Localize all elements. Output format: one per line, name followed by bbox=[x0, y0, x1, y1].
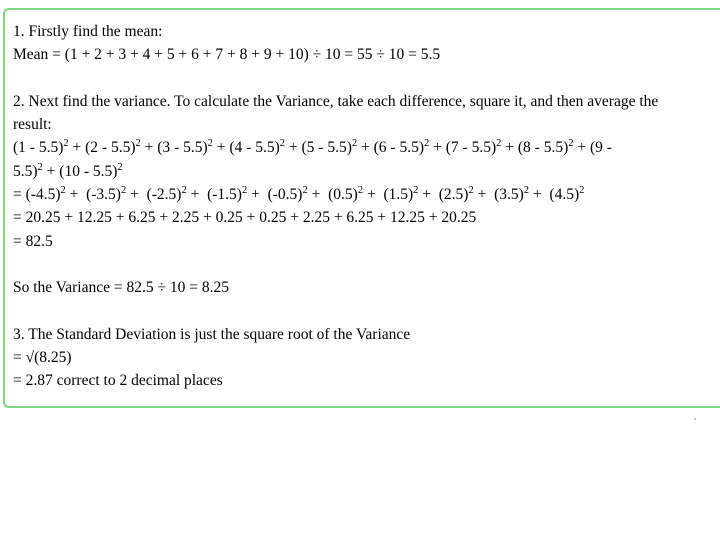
exponent: 2 bbox=[181, 185, 187, 197]
variance-intro-cont: result: bbox=[13, 116, 52, 134]
plus-sign: + bbox=[477, 186, 487, 204]
squared-term: (0.5) bbox=[328, 186, 358, 204]
diff-term: (10 - 5.5) bbox=[59, 162, 118, 180]
variance-intro: 2. Next find the variance. To calculate the Variance, take each difference, square it, and then average the bbox=[13, 92, 659, 110]
exponent: 2 bbox=[117, 161, 123, 173]
diff-term: (2 - 5.5) bbox=[85, 139, 136, 157]
difference-terms-line bbox=[13, 136, 717, 159]
decorative-dot bbox=[694, 418, 696, 420]
variance-result: So the Variance = 82.5 ÷ 10 = 8.25 bbox=[13, 279, 229, 297]
diff-term-end: 5.5) bbox=[13, 162, 38, 180]
exponent: 2 bbox=[279, 138, 285, 150]
plus-sign: + bbox=[69, 186, 79, 204]
exponent: 2 bbox=[568, 138, 574, 150]
plus-sign: + bbox=[532, 186, 542, 204]
exponent: 2 bbox=[135, 138, 141, 150]
exponent: 2 bbox=[413, 185, 419, 197]
plus-sign: + bbox=[433, 139, 442, 157]
squared-term: (-3.5) bbox=[86, 186, 121, 204]
plus-sign: + bbox=[577, 139, 587, 157]
spacer bbox=[13, 253, 717, 276]
plus-sign: + bbox=[216, 139, 226, 157]
plus-sign: + bbox=[505, 139, 514, 157]
plus-sign: + bbox=[46, 162, 56, 180]
plus-sign: + bbox=[72, 139, 82, 157]
plus-sign: + bbox=[288, 139, 298, 157]
diff-term: (6 - 5.5) bbox=[373, 139, 424, 157]
sd-formula: = √(8.25) bbox=[13, 349, 72, 367]
content-frame bbox=[3, 8, 720, 408]
squared-term: (-0.5) bbox=[267, 186, 303, 204]
spacer bbox=[13, 300, 717, 323]
squared-term: (1.5) bbox=[383, 186, 414, 204]
total-line: = 82.5 bbox=[13, 232, 53, 250]
diff-term: (7 - 5.5) bbox=[445, 139, 497, 157]
diff-term: (3 - 5.5) bbox=[157, 139, 208, 157]
plus-sign: + bbox=[422, 186, 432, 204]
exponent: 2 bbox=[496, 138, 502, 150]
diff-term: (4 - 5.5) bbox=[229, 139, 280, 157]
squared-term: (3.5) bbox=[494, 186, 524, 204]
plus-sign: + bbox=[130, 186, 139, 204]
squared-terms-line bbox=[13, 183, 717, 206]
sd-heading: 3. The Standard Deviation is just the square root of the Variance bbox=[13, 325, 411, 343]
diff-term: (1 - 5.5) bbox=[13, 139, 64, 157]
diff-term-start: (9 - bbox=[590, 139, 612, 157]
mean-formula: Mean = (1 + 2 + 3 + 4 + 5 + 6 + 7 + 8 + 9 + 10) ÷ 10 = 55 ÷ 10 = 5.5 bbox=[13, 46, 441, 64]
plus-sign: + bbox=[144, 139, 154, 157]
plus-sign: + bbox=[190, 186, 200, 204]
difference-terms-line-cont bbox=[13, 160, 717, 183]
squared-term: (-2.5) bbox=[146, 186, 182, 204]
exponent: 2 bbox=[523, 185, 530, 197]
squared-term: (4.5) bbox=[549, 186, 580, 204]
exponent: 2 bbox=[357, 185, 364, 197]
exponent: 2 bbox=[37, 161, 43, 173]
plus-sign: + bbox=[366, 186, 376, 204]
exponent: 2 bbox=[579, 185, 585, 197]
exponent: 2 bbox=[207, 138, 213, 150]
squared-term: (-1.5) bbox=[207, 186, 242, 204]
mean-heading: 1. Firstly find the mean: bbox=[13, 23, 163, 40]
plus-sign: + bbox=[361, 139, 370, 157]
exponent: 2 bbox=[468, 185, 474, 197]
exponent: 2 bbox=[63, 138, 69, 150]
squared-term: = (-4.5) bbox=[13, 186, 61, 204]
exponent: 2 bbox=[351, 138, 358, 150]
sum-line: = 20.25 + 12.25 + 6.25 + 2.25 + 0.25 + 0.25 + 2.25 + 6.25 + 12.25 + 20.25 bbox=[13, 209, 477, 227]
squared-term: (2.5) bbox=[438, 186, 469, 204]
solution-text bbox=[13, 20, 717, 393]
exponent: 2 bbox=[60, 185, 66, 197]
diff-term: (8 - 5.5) bbox=[517, 139, 569, 157]
spacer bbox=[13, 67, 717, 90]
exponent: 2 bbox=[424, 138, 430, 150]
diff-term: (5 - 5.5) bbox=[301, 139, 352, 157]
plus-sign: + bbox=[311, 186, 321, 204]
exponent: 2 bbox=[241, 185, 248, 197]
exponent: 2 bbox=[302, 185, 308, 197]
exponent: 2 bbox=[120, 185, 127, 197]
sd-result: = 2.87 correct to 2 decimal places bbox=[13, 372, 223, 390]
plus-sign: + bbox=[251, 186, 260, 204]
